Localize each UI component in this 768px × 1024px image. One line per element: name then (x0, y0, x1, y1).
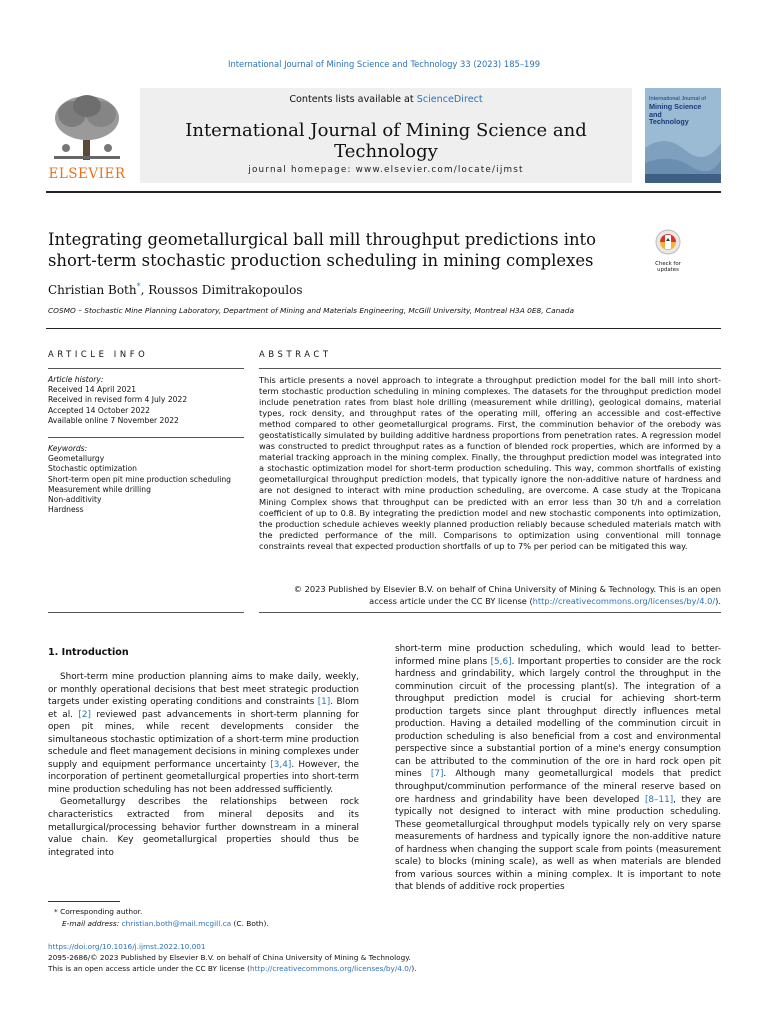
copyright-license (259, 596, 721, 608)
section-heading-introduction: 1. Introduction (48, 647, 129, 658)
history-label: Article history: (48, 375, 104, 384)
citation-link[interactable]: [7] (430, 769, 444, 780)
citation-link[interactable]: [1] (317, 697, 331, 708)
footnote-email (48, 918, 368, 930)
footnote-text: Corresponding author. (60, 907, 143, 916)
article-info-rule (48, 368, 244, 369)
footnote (48, 906, 368, 929)
contents-prefix: Contents lists available at (289, 94, 417, 105)
article-title: Integrating geometallurgical ball mill throughput predictions into short-term stochastic production scheduling in mining complexes (48, 230, 596, 270)
cover-title-line: International Journal of (649, 96, 706, 102)
doi-link[interactable]: https://doi.org/10.1016/j.ijmst.2022.10.001 (48, 942, 206, 951)
keyword-item: Hardness (48, 505, 84, 515)
text-span: short-term mine production scheduling, which would lead to better-informed mine plans (395, 644, 721, 667)
abstract-heading: ABSTRACT (259, 349, 332, 359)
corresponding-author-mark[interactable]: * (136, 282, 141, 291)
license-link[interactable]: http://creativecommons.org/licenses/by/4.0/ (532, 595, 716, 606)
abstract-copyright (259, 584, 721, 607)
history-item: Received in revised form 4 July 2022 (48, 395, 188, 405)
footnote-rule (48, 901, 120, 902)
keywords-label: Keywords: (48, 444, 88, 453)
contents-line (140, 94, 632, 105)
cover-title (649, 96, 706, 126)
paragraph: Geometallurgy describes the relationships between rock characteristics extracted from mineral deposits and its metallurgical/processing behavior further downstream in a mineral value chain. Key geometallurgical properties should thus be integrated into (48, 797, 359, 858)
crossmark-label: Check for updates (655, 261, 681, 273)
homepage-link[interactable]: www.elsevier.com/locate/ijmst (355, 165, 524, 175)
keyword-item: Measurement while drilling (48, 484, 151, 494)
affiliation-rule (46, 328, 721, 329)
keywords-rule (48, 437, 244, 438)
homepage-prefix: journal homepage: (248, 165, 356, 175)
oa-license-link[interactable]: http://creativecommons.org/licenses/by/4.0/ (249, 964, 412, 973)
author-name: Roussos Dimitrakopoulos (148, 283, 303, 297)
text-span: . However, the incorporation of pertinent geometallurgical properties into short-term mine production scheduling has not been addressed sufficiently. (48, 759, 360, 795)
masthead-rule (46, 191, 721, 193)
text-span: . Although many geometallurgical models that predict throughput/comminution performance of the mineral reserve based on ore hardness and grindability have been developed (395, 769, 721, 805)
text-span: reviewed past advancements in short-term planning for open pit mines, while recent developments consider the simultaneous stochastic optimization of a short-term mine production schedule and fleet management decisions in mining complexes under supply and equipment performance uncertainty (48, 709, 359, 770)
text-span: , they are typically not designed to interact with mine production scheduling. These geometallurgical throughput models typically rely on very sparse measurements of hardness and typically ignore the non-additive nature of hardness when changing the support scale from points (measurement scale) to blocks (mining scale), as well as when materials are blended from various sources within a mining complex. It is important to note that blends of additive rock properties (395, 794, 722, 893)
oa-prefix: This is an open access article under the CC BY license ( (48, 964, 250, 973)
journal-homepage (140, 165, 632, 175)
citation-link[interactable]: [8–11] (644, 794, 674, 805)
article-history (48, 375, 244, 426)
keyword-item: Non-additivity (48, 495, 102, 505)
text-span: . Blom et al. (48, 697, 359, 720)
cover-title-line: Technology (649, 117, 689, 127)
abstract-end-rule (259, 612, 721, 613)
keyword-item: Short-term open pit mine production scheduling (48, 474, 231, 484)
cover-title-line: and (649, 109, 662, 119)
abstract-rule (259, 368, 721, 369)
elsevier-wordmark: ELSEVIER (48, 166, 126, 182)
keyword-item: Geometallurgy (48, 454, 105, 464)
copyright-prefix: access article under the CC BY license ( (369, 595, 533, 606)
journal-name: International Journal of Mining Science and Technology (185, 120, 587, 162)
author-separator: , (140, 283, 149, 297)
crossmark-badge[interactable] (650, 229, 686, 273)
copyright-end: ). (715, 595, 721, 606)
journal-cover[interactable] (645, 88, 721, 183)
author-name: Christian Both (48, 283, 137, 297)
copyright-line: © 2023 Published by Elsevier B.V. on behalf of China University of Mining & Technology. This is an open (293, 584, 721, 594)
keyword-item: Stochastic optimization (48, 464, 137, 474)
paragraph (48, 671, 359, 796)
footnote-mark: * (54, 907, 58, 916)
citation-link[interactable]: [5,6] (490, 656, 512, 667)
author-list (48, 282, 302, 297)
crossmark-icon (650, 229, 686, 257)
oa-suffix: ). (411, 964, 417, 973)
keywords (48, 444, 244, 515)
open-access-line (48, 963, 728, 974)
article-info-heading: ARTICLE INFO (48, 349, 149, 359)
body-column-right (395, 643, 721, 894)
issn-line: 2095-2686/© 2023 Published by Elsevier B.V. on behalf of China University of Mining & Technology. (48, 953, 411, 962)
email-link[interactable]: christian.both@mail.mcgill.ca (121, 918, 232, 928)
body-column-left (48, 671, 359, 859)
paragraph (395, 643, 721, 894)
citation-link[interactable]: [2] (78, 709, 91, 720)
author-affiliation: COSMO – Stochastic Mine Planning Laboratory, Department of Mining and Materials Engineering, McGill University, Montreal H3A 0E8, Canada (48, 306, 575, 315)
text-span: . Important properties to consider are the rock hardness and grindability, which largely control the throughput in the comminution circuit of the processing plant(s). The integration of a throughput prediction model is crucial for achieving short-term production targets since plant throughput directly influences metal production. Having a detailed modelling of the comminution circuit in production scheduling is also beneficial from a cost and environmental perspective since a substantial portion of a mine's energy consumption can be attributed to the comminution of the ore in hard rock open pit mines (395, 656, 721, 780)
footnote-corresponding (48, 906, 368, 918)
cover-title-line: Mining Science (649, 102, 702, 112)
email-label: E-mail address: (62, 918, 122, 928)
text-span: Short-term mine production planning aims to make daily, weekly, or monthly operational decisions that best meet strategic production targets under existing operating conditions and constraints (48, 672, 359, 708)
sciencedirect-link[interactable]: ScienceDirect (416, 94, 483, 105)
citation-link[interactable]: [3,4] (270, 759, 292, 770)
abstract-text: This article presents a novel approach to integrate a throughput prediction model for the ball mill into short-term stochastic production scheduling in mining complexes. The datasets for the throughput prediction model include penetration rates from blast hole drilling (measurement while drilling), geological domains, material types, rock density, and throughput rates of the operating mill, offering an accessible and cost-effective method compared to other geometallurgical programs. First, the comminution behavior of the orebody was geostatistically simulated by building additive hardness proportions from penetration rates. A regression model was constructed to predict throughput rates as a function of blended rock properties, which are informed by a material tracking approach in the mining complex. Finally, the throughput prediction model was integrated into a stochastic optimization model for short-term production scheduling. This way, common shortfalls of existing geometallurgical throughput prediction models, that typically ignore the non-additive nature of hardness and are not designed to interact with mine production scheduling, are overcome. A case study at the Tropicana Mining Complex shows that throughput can be predicted with an error less than 30 t/h and a correlation coefficient of up to 0.8. By integrating the prediction model and new stochastic components into optimization, the production schedule achieves weekly planned production reliably because scheduled materials match with the predicted performance of the mill. Comparisons to optimization using conventional mill tonnage constraints reveal that expected production shortfalls of up to 7% per period can be mitigated this way. (259, 375, 721, 551)
publication-info (48, 941, 728, 974)
history-item: Accepted 14 October 2022 (48, 405, 150, 415)
history-item: Received 14 April 2021 (48, 385, 137, 395)
article-info-end-rule (48, 612, 244, 613)
journal-reference[interactable]: International Journal of Mining Science and Technology 33 (2023) 185–199 (227, 59, 541, 69)
history-item: Available online 7 November 2022 (48, 415, 179, 425)
email-suffix: (C. Both). (231, 918, 269, 928)
